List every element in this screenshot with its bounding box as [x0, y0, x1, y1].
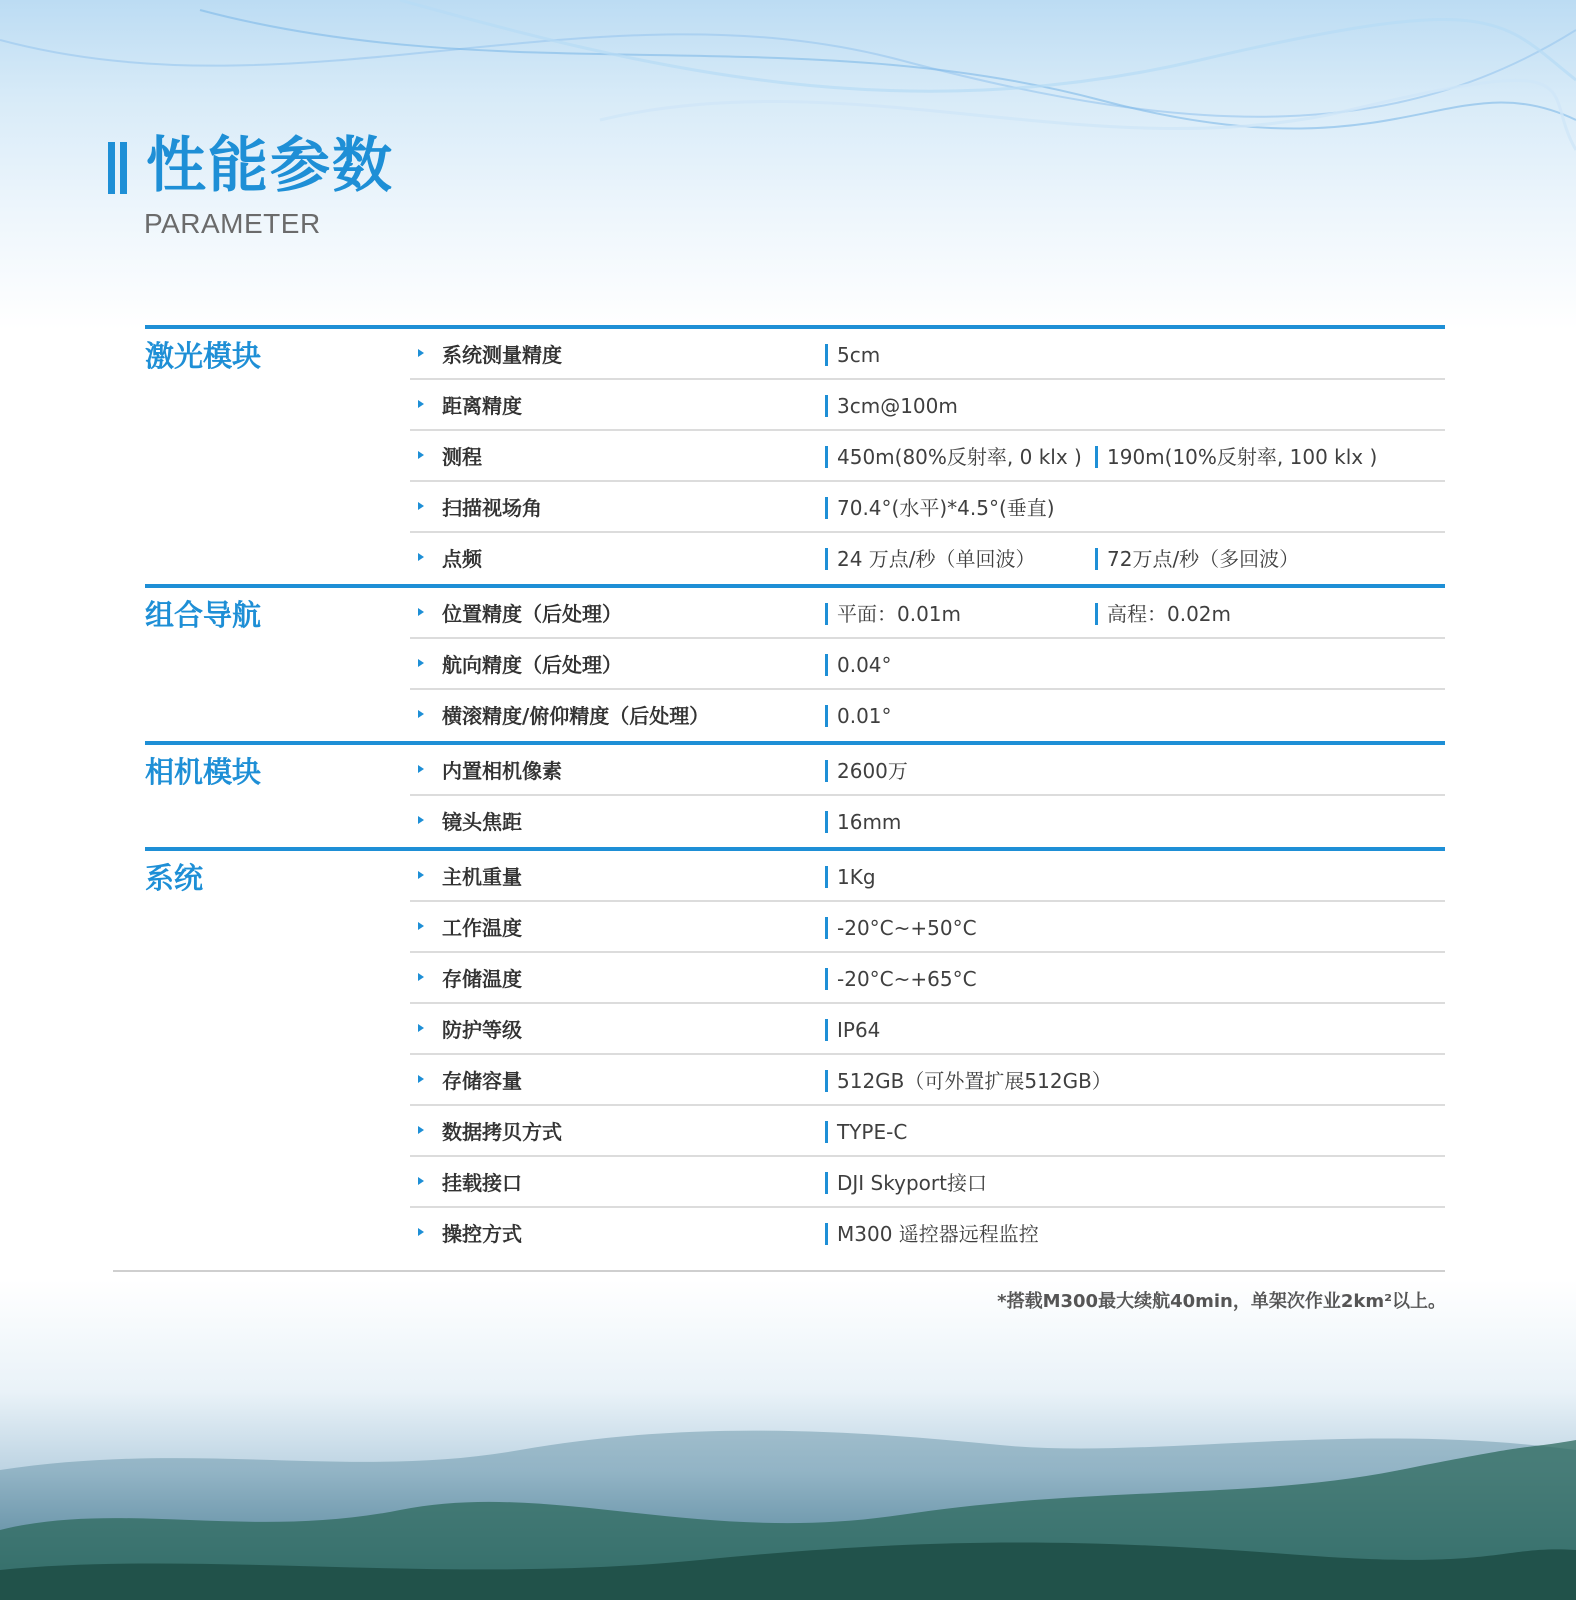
table-row: [410, 745, 1445, 796]
bullet-arrow-icon: [418, 922, 424, 930]
bullet-arrow-icon: [418, 871, 424, 879]
bullet-arrow-icon: [418, 502, 424, 510]
bullet-arrow-icon: [418, 765, 424, 773]
table-row: [410, 796, 1445, 847]
table-row: [410, 588, 1445, 639]
title-accent-bar: [120, 142, 127, 194]
table-row: [410, 329, 1445, 380]
param-name: 测程: [442, 445, 482, 469]
param-name: 横滚精度/俯仰精度（后处理）: [442, 704, 710, 728]
table-row: [410, 902, 1445, 953]
param-name: 存储容量: [442, 1069, 522, 1093]
footnote: *搭载M300最大续航40min，单架次作业2km²以上。: [997, 1291, 1446, 1312]
bullet-arrow-icon: [418, 1075, 424, 1083]
param-value-secondary: 190m(10%反射率, 100 klx ): [1095, 444, 1377, 470]
param-value: 24 万点/秒（单回波）: [825, 546, 1036, 572]
param-value-secondary: 高程：0.02m: [1095, 601, 1231, 627]
bullet-arrow-icon: [418, 1126, 424, 1134]
section-title: 相机模块: [145, 755, 262, 789]
table-row: [410, 690, 1445, 741]
param-name: 存储温度: [442, 967, 522, 991]
table-row: [410, 380, 1445, 431]
table-row: [410, 851, 1445, 902]
bullet-arrow-icon: [418, 816, 424, 824]
page-subtitle: PARAMETER: [144, 208, 321, 239]
param-name: 防护等级: [442, 1018, 522, 1042]
bullet-arrow-icon: [418, 1177, 424, 1185]
section-laser-module: [145, 325, 1445, 584]
table-row: [410, 431, 1445, 482]
param-name: 扫描视场角: [442, 496, 542, 520]
param-value: 70.4°(水平)*4.5°(垂直): [825, 495, 1055, 521]
bullet-arrow-icon: [418, 451, 424, 459]
param-value-secondary: 72万点/秒（多回波）: [1095, 546, 1299, 572]
param-value: 平面：0.01m: [825, 601, 961, 627]
bullet-arrow-icon: [418, 608, 424, 616]
param-value: -20°C~+50°C: [825, 915, 977, 941]
bullet-arrow-icon: [418, 349, 424, 357]
bullet-arrow-icon: [418, 973, 424, 981]
param-value: IP64: [825, 1017, 880, 1043]
section-camera-module: [145, 741, 1445, 847]
table-row: [410, 953, 1445, 1004]
param-value: 450m(80%反射率, 0 klx ): [825, 444, 1082, 470]
table-row: [410, 1004, 1445, 1055]
param-value: 3cm@100m: [825, 393, 958, 419]
section-title: 激光模块: [145, 339, 262, 373]
bullet-arrow-icon: [418, 400, 424, 408]
param-value: 0.01°: [825, 703, 892, 729]
param-name: 位置精度（后处理）: [442, 602, 622, 626]
param-name: 镜头焦距: [442, 810, 522, 834]
bullet-arrow-icon: [418, 1024, 424, 1032]
table-row: [410, 1106, 1445, 1157]
param-name: 工作温度: [442, 916, 522, 940]
param-value: 1Kg: [825, 864, 876, 890]
param-value: DJI Skyport接口: [825, 1170, 987, 1196]
table-bottom-divider: [113, 1270, 1445, 1272]
param-value: M300 遥控器远程监控: [825, 1221, 1039, 1247]
param-value: 5cm: [825, 342, 880, 368]
section-integrated-navigation: [145, 584, 1445, 741]
bullet-arrow-icon: [418, 1228, 424, 1236]
bullet-arrow-icon: [418, 710, 424, 718]
param-name: 系统测量精度: [442, 343, 562, 367]
param-value: 2600万: [825, 758, 908, 784]
param-value: TYPE-C: [825, 1119, 907, 1145]
parameter-table: [145, 325, 1445, 1259]
param-value: 0.04°: [825, 652, 892, 678]
param-name: 数据拷贝方式: [442, 1120, 562, 1144]
table-row: [410, 1208, 1445, 1259]
bullet-arrow-icon: [418, 659, 424, 667]
table-row: [410, 1157, 1445, 1208]
param-value: 512GB（可外置扩展512GB）: [825, 1068, 1112, 1094]
table-row: [410, 639, 1445, 690]
page-title: 性能参数: [146, 131, 394, 201]
table-row: [410, 1055, 1445, 1106]
param-name: 挂载接口: [442, 1171, 522, 1195]
title-accent-bar: [108, 142, 115, 194]
bullet-arrow-icon: [418, 553, 424, 561]
table-row: [410, 482, 1445, 533]
param-value: 16mm: [825, 809, 901, 835]
table-row: [410, 533, 1445, 584]
param-name: 内置相机像素: [442, 759, 562, 783]
section-title: 系统: [145, 861, 204, 895]
param-name: 航向精度（后处理）: [442, 653, 622, 677]
param-name: 操控方式: [442, 1222, 522, 1246]
param-name: 点频: [442, 547, 482, 571]
section-system: [145, 847, 1445, 1259]
param-value: -20°C~+65°C: [825, 966, 977, 992]
param-name: 距离精度: [442, 394, 522, 418]
param-name: 主机重量: [442, 865, 522, 889]
section-title: 组合导航: [145, 598, 262, 632]
